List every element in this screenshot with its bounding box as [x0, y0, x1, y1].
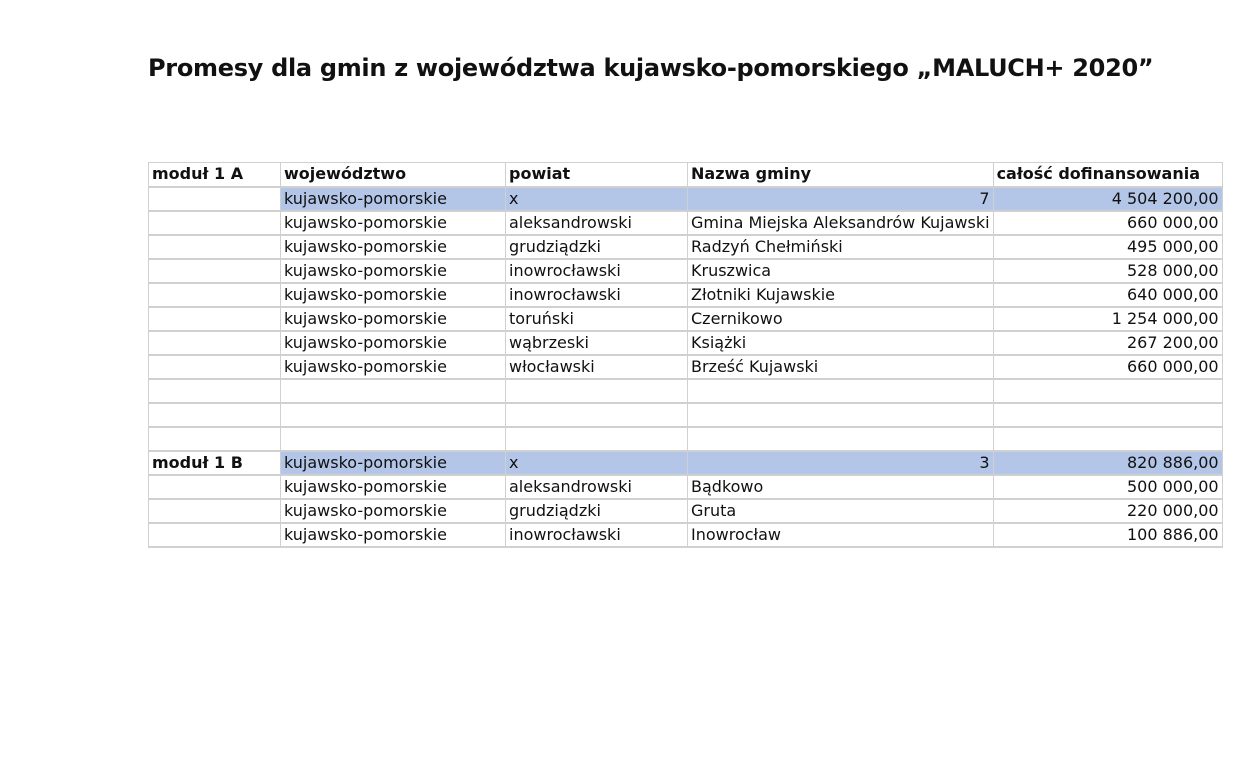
table-cell[interactable]: [688, 427, 994, 451]
cell-funding[interactable]: 528 000,00: [993, 259, 1222, 283]
cell-county[interactable]: włocławski: [506, 355, 688, 379]
table-cell[interactable]: [149, 187, 281, 211]
table-cell[interactable]: [149, 331, 281, 355]
table-cell[interactable]: [149, 283, 281, 307]
module-b-label[interactable]: moduł 1 B: [149, 451, 281, 475]
header-commune[interactable]: Nazwa gminy: [688, 163, 994, 187]
cell-county[interactable]: wąbrzeski: [506, 331, 688, 355]
cell-funding[interactable]: 267 200,00: [993, 331, 1222, 355]
cell-funding[interactable]: 500 000,00: [993, 475, 1222, 499]
cell-commune[interactable]: Kruszwica: [688, 259, 994, 283]
cell-commune[interactable]: Złotniki Kujawskie: [688, 283, 994, 307]
cell-funding[interactable]: 660 000,00: [993, 211, 1222, 235]
summary-voivodeship[interactable]: kujawsko-pomorskie: [281, 451, 506, 475]
cell-funding[interactable]: 660 000,00: [993, 355, 1222, 379]
table-row: [149, 355, 1223, 379]
cell-funding[interactable]: 495 000,00: [993, 235, 1222, 259]
table-row: [149, 523, 1223, 547]
table-cell[interactable]: [149, 355, 281, 379]
summary-county[interactable]: x: [506, 187, 688, 211]
cell-voivodeship[interactable]: kujawsko-pomorskie: [281, 211, 506, 235]
cell-commune[interactable]: Gmina Miejska Aleksandrów Kujawski: [688, 211, 994, 235]
cell-county[interactable]: aleksandrowski: [506, 475, 688, 499]
cell-commune[interactable]: Bądkowo: [688, 475, 994, 499]
cell-voivodeship[interactable]: kujawsko-pomorskie: [281, 307, 506, 331]
table-cell[interactable]: [506, 379, 688, 403]
table-row: [149, 211, 1223, 235]
table-cell[interactable]: [149, 475, 281, 499]
table-cell[interactable]: [149, 259, 281, 283]
cell-commune[interactable]: Radzyń Chełmiński: [688, 235, 994, 259]
table-cell[interactable]: [281, 403, 506, 427]
table-cell[interactable]: [149, 379, 281, 403]
summary-voivodeship[interactable]: kujawsko-pomorskie: [281, 187, 506, 211]
cell-voivodeship[interactable]: kujawsko-pomorskie: [281, 331, 506, 355]
table-cell[interactable]: [149, 523, 281, 547]
table-cell[interactable]: [506, 403, 688, 427]
summary-funding[interactable]: 4 504 200,00: [993, 187, 1222, 211]
summary-count[interactable]: 7: [688, 187, 994, 211]
table-row: [149, 307, 1223, 331]
table-row: [149, 259, 1223, 283]
summary-count[interactable]: 3: [688, 451, 994, 475]
table-cell[interactable]: [993, 379, 1222, 403]
empty-row: [149, 379, 1223, 403]
cell-county[interactable]: inowrocławski: [506, 259, 688, 283]
table-cell[interactable]: [281, 427, 506, 451]
cell-voivodeship[interactable]: kujawsko-pomorskie: [281, 523, 506, 547]
cell-county[interactable]: grudziądzki: [506, 235, 688, 259]
table-cell[interactable]: [149, 307, 281, 331]
promise-table: [148, 162, 1223, 548]
cell-funding[interactable]: 100 886,00: [993, 523, 1222, 547]
table-row: [149, 331, 1223, 355]
empty-row: [149, 403, 1223, 427]
header-county[interactable]: powiat: [506, 163, 688, 187]
empty-row: [149, 427, 1223, 451]
table-header-row: [149, 163, 1223, 187]
cell-voivodeship[interactable]: kujawsko-pomorskie: [281, 475, 506, 499]
cell-commune[interactable]: Inowrocław: [688, 523, 994, 547]
header-funding[interactable]: całość dofinansowania: [993, 163, 1222, 187]
cell-commune[interactable]: Gruta: [688, 499, 994, 523]
table-row: [149, 499, 1223, 523]
cell-voivodeship[interactable]: kujawsko-pomorskie: [281, 283, 506, 307]
table-cell[interactable]: [506, 427, 688, 451]
cell-county[interactable]: toruński: [506, 307, 688, 331]
cell-county[interactable]: aleksandrowski: [506, 211, 688, 235]
table-cell[interactable]: [688, 403, 994, 427]
table-cell[interactable]: [993, 427, 1222, 451]
table-cell[interactable]: [149, 235, 281, 259]
cell-commune[interactable]: Czernikowo: [688, 307, 994, 331]
cell-county[interactable]: inowrocławski: [506, 523, 688, 547]
header-voivodeship[interactable]: województwo: [281, 163, 506, 187]
table-cell[interactable]: [149, 427, 281, 451]
table-row: [149, 283, 1223, 307]
page-title: Promesy dla gmin z województwa kujawsko-pomorskiego „MALUCH+ 2020”: [148, 54, 1154, 82]
cell-county[interactable]: inowrocławski: [506, 283, 688, 307]
cell-commune[interactable]: Brześć Kujawski: [688, 355, 994, 379]
table-cell[interactable]: [149, 403, 281, 427]
cell-voivodeship[interactable]: kujawsko-pomorskie: [281, 259, 506, 283]
cell-county[interactable]: grudziądzki: [506, 499, 688, 523]
cell-voivodeship[interactable]: kujawsko-pomorskie: [281, 499, 506, 523]
header-module[interactable]: moduł 1 A: [149, 163, 281, 187]
table-cell[interactable]: [688, 379, 994, 403]
table-row: [149, 235, 1223, 259]
module-a-summary-row: [149, 187, 1223, 211]
cell-commune[interactable]: Książki: [688, 331, 994, 355]
summary-funding[interactable]: 820 886,00: [993, 451, 1222, 475]
cell-voivodeship[interactable]: kujawsko-pomorskie: [281, 355, 506, 379]
module-b-summary-row: [149, 451, 1223, 475]
table-cell[interactable]: [281, 379, 506, 403]
table-cell[interactable]: [149, 499, 281, 523]
table-row: [149, 475, 1223, 499]
table-cell[interactable]: [149, 211, 281, 235]
cell-funding[interactable]: 1 254 000,00: [993, 307, 1222, 331]
summary-county[interactable]: x: [506, 451, 688, 475]
cell-voivodeship[interactable]: kujawsko-pomorskie: [281, 235, 506, 259]
cell-funding[interactable]: 220 000,00: [993, 499, 1222, 523]
cell-funding[interactable]: 640 000,00: [993, 283, 1222, 307]
table-cell[interactable]: [993, 403, 1222, 427]
